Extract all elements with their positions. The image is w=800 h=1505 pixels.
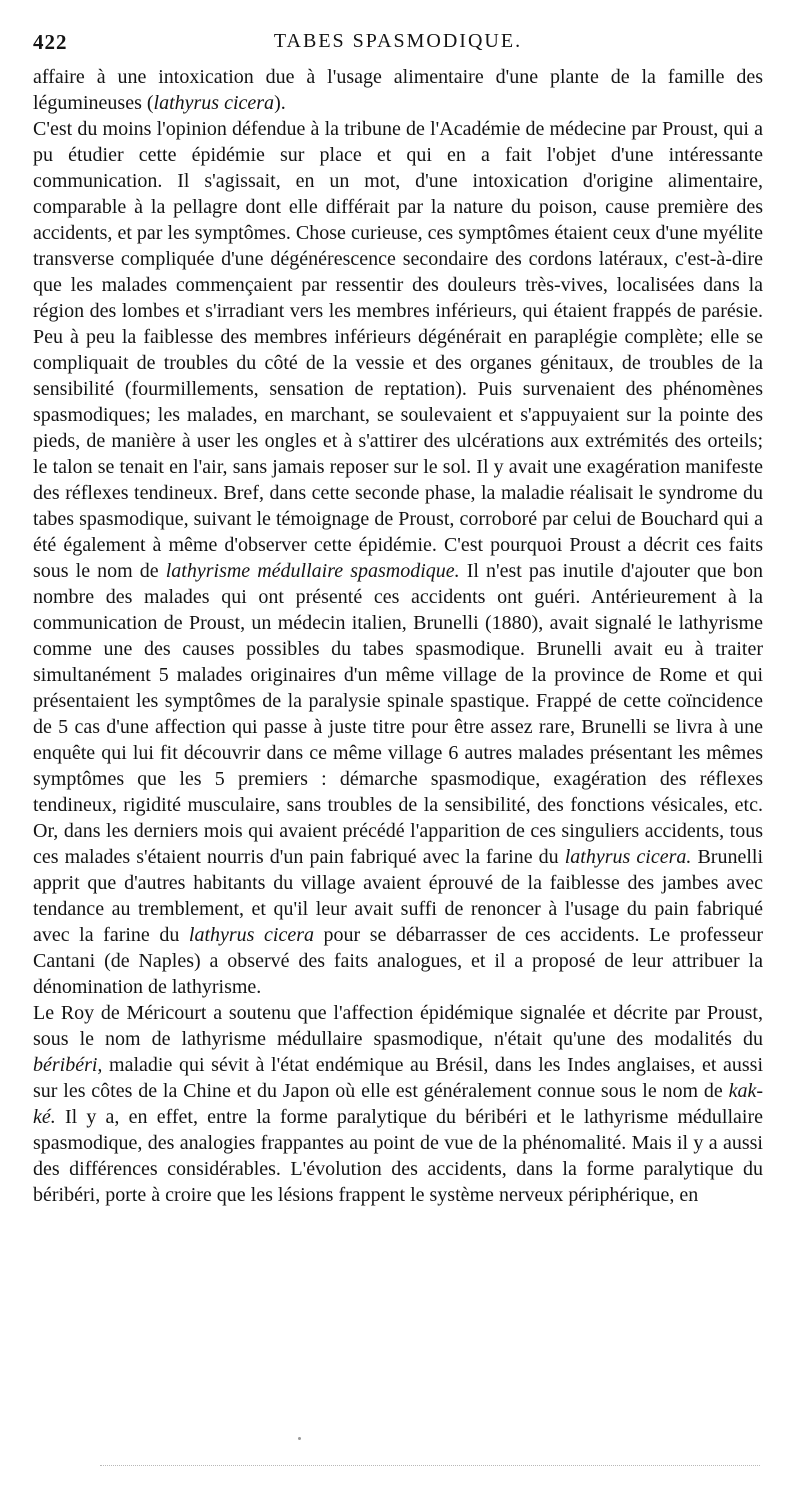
paragraph [33,116,763,1000]
text-run: pour se débarrasser de ces accidents. Le professeur Cantani (de Naples) a observé des faits analogues, et il a proposé de leur attribuer la dénomination de lathyrisme. [33,924,764,998]
italic-term: béribéri, [33,1054,103,1076]
scan-bottom-artifact [100,1465,760,1466]
running-title: TABES SPASMODIQUE. [273,30,523,52]
page-header [33,30,763,58]
text-run: Il n'est pas inutile d'ajouter que bon nombre des malades qui ont présenté ces accidents ont guéri. Antérieurement à la communication de Proust, un médecin italien, Brunelli (1880), avait signalé le lathyrisme comme une des causes possibles du tabes spasmodique. Brunelli avait eu à traiter simultanément 5 malades originaires d'un même village de la province de Rome et qui présentaient les symptômes de la paralysie spinale spastique. Frappé de cette coïncidence de 5 cas d'une affection qui passe à juste titre pour être assez rare, Brunelli se livra à une enquête qui lui fit découvrir dans ce même village 6 autres malades présentant les mêmes symptômes que les 5 premiers : démarche spasmodique, exagération des réflexes tendineux, rigidité musculaire, sans troubles de la sensibilité, des fonctions vésicales, etc. Or, dans les derniers mois qui avaient précédé l'apparition de ces singuliers accidents, tous ces malades s'étaient nourris d'un pain fabriqué avec la farine du [33,560,763,868]
text-run: maladie qui sévit à l'état endémique au Brésil, dans les Indes anglaises, et aussi sur les côtes de la Chine et du Japon où elle est généralement connue sous le nom de [33,1054,763,1102]
italic-term: kak-ké. [33,1080,763,1128]
text-run: affaire à une intoxication due à l'usage alimentaire d'une plante de la famille des légumineuses ( [33,66,763,114]
page-number: 422 [33,30,68,54]
body-text [33,64,763,1208]
italic-term: lathyrus cicera [153,92,275,114]
text-run: Il y a, en effet, entre la forme paralytique du béribéri et le lathyrisme médullaire spasmodique, des analogies frappantes au point de vue de la phénomalité. Mais il y a aussi des différences considérables. L'évolution des accidents, dans la forme paralytique du béribéri, porte à croire que les lésions frappent le système nerveux périphérique, en [33,1106,763,1206]
paragraph [33,1000,763,1208]
text-run: Brunelli apprit que d'autres habitants du village avaient éprouvé de la faiblesse des jambes avec tendance au tremblement, et qu'il leur avait suffi de renoncer à l'usage du pain fabriqué avec la farine du [33,846,764,946]
scan-speck [298,1437,301,1440]
text-run: C'est du moins l'opinion défendue à la tribune de l'Académie de médecine par Proust, qui a pu étudier cette épidémie sur place et qui en a fait l'objet d'une intéressante communication. Il s'agissait, en un mot, d'une intoxication d'origine alimentaire, comparable à la pellagre dont elle différait par la nature du poison, cause première des accidents, et par les symptômes. Chose curieuse, ces symptômes étaient ceux d'une myélite transverse compliquée d'une dégénérescence secondaire des cordons latéraux, c'est-à-dire que les malades commençaient par ressentir des douleurs très-vives, localisées dans la région des lombes et s'irradiant vers les membres inférieurs, qui étaient frappés de parésie. Peu à peu la faiblesse des membres inférieurs dégénérait en paraplégie complète; elle se compliquait de troubles du côté de la vessie et des organes génitaux, de troubles de la sensibilité (fourmillements, sensation de reptation). Puis survenaient des phénomènes spasmodiques; les malades, en marchant, se soulevaient et s'appuyaient sur la pointe des pieds, de manière à user les ongles et à s'attirer des ulcérations aux extrémités des orteils; le talon se tenait en l'air, sans jamais reposer sur le sol. Il y avait une exagération manifeste des réflexes tendineux. Bref, dans cette seconde phase, la maladie réalisait le syndrome du tabes spasmodique, suivant le témoignage de Proust, corroboré par celui de Bouchard qui a été également à même d'observer cette épidémie. C'est pourquoi Proust a décrit ces faits sous le nom de [33,118,763,582]
italic-term: lathyrisme médullaire spasmodique. [165,560,460,582]
text-run: Le Roy de Méricourt a soutenu que l'affection épidémique signalée et décrite par Proust, sous le nom de lathyrisme médullaire spasmodique, n'était qu'une des modalités du [33,1002,763,1050]
text-run: ). [274,92,286,114]
italic-term: lathyrus cicera [188,924,314,946]
paragraph-continued [33,64,763,116]
italic-term: lathyrus cicera. [564,846,692,868]
